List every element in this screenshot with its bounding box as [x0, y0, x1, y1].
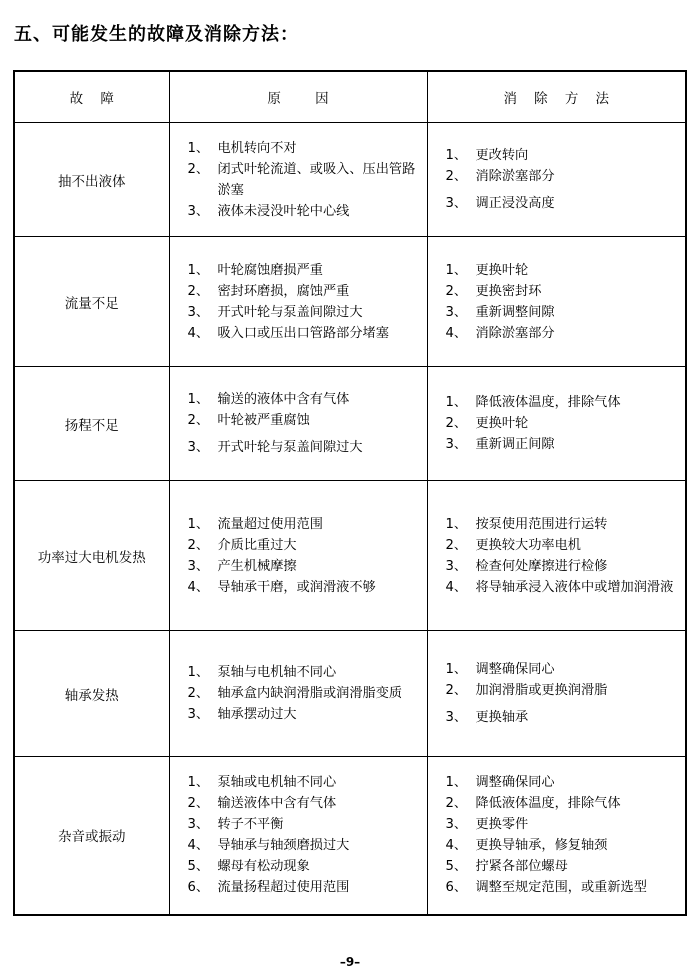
page-number: –9–	[339, 955, 361, 969]
cause-number: 2、	[187, 161, 210, 177]
cause-item	[188, 410, 423, 431]
remedy-number: 1、	[445, 262, 468, 278]
remedy-item	[446, 193, 682, 214]
cause-text: 产生机械摩擦	[217, 558, 297, 574]
cause-text: 流量扬程超过使用范围	[217, 880, 350, 896]
cause-number: 3、	[187, 707, 210, 722]
remedy-item	[446, 577, 682, 598]
cause-text: 导轴承与轴颈磨损过大	[217, 838, 350, 854]
cause-item	[188, 793, 423, 814]
remedy-text: 将导轴承浸入液体中或增加润滑液	[475, 579, 674, 595]
remedy-item	[446, 302, 682, 323]
fault-cell: 扬程不足	[14, 367, 169, 481]
remedy-text: 重新调整间隙	[475, 304, 555, 320]
cause-item	[188, 138, 423, 159]
remedy-text: 更换轴承	[475, 710, 529, 725]
remedy-text: 降低液体温度，排除气体	[475, 796, 621, 812]
remedy-text: 重新调正间隙	[475, 437, 555, 452]
remedy-text: 更换导轴承，修复轴颈	[475, 838, 608, 854]
remedy-item	[446, 659, 682, 680]
remedy-item	[446, 260, 682, 281]
cause-text: 轴承摆动过大	[217, 707, 297, 722]
cause-list	[170, 514, 427, 598]
remedy-number: 3、	[445, 196, 468, 211]
remedy-number: 3、	[445, 304, 468, 320]
remedy-text: 调整至规定范围，或重新选型	[475, 880, 647, 896]
cause-number: 3、	[187, 817, 210, 833]
cause-number: 3、	[187, 203, 210, 219]
cause-text: 开式叶轮与泵盖间隙过大	[217, 440, 363, 455]
remedy-text: 加润滑脂或更换润滑脂	[475, 683, 608, 698]
remedy-number: 6、	[445, 880, 468, 896]
cause-item	[188, 535, 423, 556]
cause-text: 导轴承干磨，或润滑液不够	[217, 579, 376, 595]
cause-number: 1、	[187, 775, 210, 791]
table-row	[14, 237, 686, 367]
cause-list	[170, 772, 427, 898]
header-cause-label: 原 因	[267, 91, 329, 107]
cause-cell	[169, 757, 427, 915]
table-row	[14, 481, 686, 631]
cause-item	[188, 437, 423, 458]
remedy-cell	[427, 757, 686, 915]
cause-number: 2、	[187, 796, 210, 812]
cause-text: 吸入口或压出口管路部分堵塞	[217, 325, 389, 341]
cause-number: 2、	[187, 537, 210, 553]
remedy-number: 2、	[445, 283, 468, 299]
remedy-text: 消除淤塞部分	[475, 169, 555, 184]
cause-number: 2、	[187, 413, 210, 428]
cause-number: 4、	[187, 325, 210, 341]
header-fault	[14, 71, 169, 123]
cause-list	[170, 662, 427, 725]
cause-number: 1、	[187, 516, 210, 532]
cause-number: 3、	[187, 558, 210, 574]
remedy-text: 更换叶轮	[475, 416, 529, 431]
remedy-cell	[427, 631, 686, 757]
fault-cell: 抽不出液体	[14, 123, 169, 237]
remedy-item	[446, 145, 682, 166]
cause-text: 轴承盒内缺润滑脂或润滑脂变质	[217, 686, 403, 701]
cause-list	[170, 138, 427, 222]
cause-item	[188, 159, 423, 201]
remedy-number: 2、	[445, 796, 468, 812]
remedy-item	[446, 413, 682, 434]
remedy-cell	[427, 123, 686, 237]
remedy-number: 4、	[445, 579, 468, 595]
remedy-item	[446, 535, 682, 556]
remedy-number: 1、	[445, 148, 468, 163]
cause-item	[188, 260, 423, 281]
remedy-item	[446, 835, 682, 856]
cause-text: 液体未浸没叶轮中心线	[217, 203, 350, 219]
remedy-number: 1、	[445, 775, 468, 791]
remedy-number: 2、	[445, 169, 468, 184]
remedy-list	[428, 772, 686, 898]
cause-text: 开式叶轮与泵盖间隙过大	[217, 304, 363, 320]
remedy-list	[428, 392, 686, 455]
remedy-item	[446, 166, 682, 187]
remedy-text: 更改转向	[475, 148, 529, 163]
remedy-text: 降低液体温度，排除气体	[475, 395, 621, 410]
remedy-number: 4、	[445, 838, 468, 854]
remedy-number: 1、	[445, 395, 468, 410]
cause-cell	[169, 237, 427, 367]
remedy-text: 更换叶轮	[475, 262, 529, 278]
remedy-text: 调整确保同心	[475, 775, 555, 791]
table-row	[14, 123, 686, 237]
cause-text: 泵轴或电机轴不同心	[217, 775, 337, 791]
remedy-item	[446, 556, 682, 577]
cause-item	[188, 302, 423, 323]
remedy-item	[446, 856, 682, 877]
cause-text: 电机转向不对	[217, 140, 297, 156]
remedy-number: 1、	[445, 662, 468, 677]
cause-item	[188, 389, 423, 410]
cause-text: 输送的液体中含有气体	[217, 392, 350, 407]
remedy-number: 2、	[445, 416, 468, 431]
cause-item	[188, 556, 423, 577]
remedy-item	[446, 323, 682, 344]
cause-number: 5、	[187, 859, 210, 875]
cause-text: 叶轮被严重腐蚀	[217, 413, 310, 428]
remedy-item	[446, 814, 682, 835]
remedy-number: 3、	[445, 817, 468, 833]
remedy-list	[428, 659, 686, 728]
remedy-list	[428, 145, 686, 214]
cause-number: 4、	[187, 838, 210, 854]
remedy-number: 3、	[445, 710, 468, 725]
remedy-number: 2、	[445, 537, 468, 553]
remedy-text: 按泵使用范围进行运转	[475, 516, 608, 532]
remedy-number: 3、	[445, 437, 468, 452]
cause-item	[188, 323, 423, 344]
fault-cell: 流量不足	[14, 237, 169, 367]
cause-list	[170, 260, 427, 344]
remedy-item	[446, 680, 682, 701]
cause-text: 流量超过使用范围	[217, 516, 323, 532]
table-row	[14, 367, 686, 481]
remedy-text: 更换零件	[475, 817, 529, 833]
fault-cell: 功率过大电机发热	[14, 481, 169, 631]
remedy-item	[446, 514, 682, 535]
remedy-text: 拧紧各部位螺母	[475, 859, 568, 875]
cause-cell	[169, 123, 427, 237]
cause-number: 1、	[187, 665, 210, 680]
remedy-item	[446, 772, 682, 793]
remedy-list	[428, 260, 686, 344]
cause-item	[188, 877, 423, 898]
header-remedy	[427, 71, 686, 123]
cause-item	[188, 814, 423, 835]
cause-number: 4、	[187, 579, 210, 595]
cause-item	[188, 683, 423, 704]
fault-cell: 轴承发热	[14, 631, 169, 757]
cause-text: 密封环磨损，腐蚀严重	[217, 283, 350, 299]
remedy-number: 1、	[445, 516, 468, 532]
cause-number: 1、	[187, 262, 210, 278]
header-remedy-label: 消 除 方 法	[503, 91, 609, 107]
remedy-item	[446, 793, 682, 814]
remedy-item	[446, 434, 682, 455]
remedy-cell	[427, 237, 686, 367]
cause-number: 2、	[187, 283, 210, 299]
cause-text: 泵轴与电机轴不同心	[217, 665, 337, 680]
remedy-text: 检查何处摩擦进行检修	[475, 558, 608, 574]
remedy-text: 调正浸没高度	[475, 196, 555, 211]
remedy-text: 更换较大功率电机	[475, 537, 581, 553]
cause-item	[188, 577, 423, 598]
cause-list	[170, 389, 427, 458]
remedy-text: 调整确保同心	[475, 662, 555, 677]
cause-item	[188, 772, 423, 793]
cause-text: 闭式叶轮流道、或吸入、压出管路淤塞	[217, 161, 416, 198]
remedy-item	[446, 281, 682, 302]
cause-number: 1、	[187, 392, 210, 407]
remedy-cell	[427, 367, 686, 481]
cause-item	[188, 281, 423, 302]
cause-number: 6、	[187, 880, 210, 896]
cause-item	[188, 856, 423, 877]
fault-cell: 杂音或振动	[14, 757, 169, 915]
remedy-number: 2、	[445, 683, 468, 698]
cause-cell	[169, 367, 427, 481]
cause-number: 1、	[187, 140, 210, 156]
cause-cell	[169, 631, 427, 757]
cause-text: 介质比重过大	[217, 537, 297, 553]
cause-number: 2、	[187, 686, 210, 701]
cause-item	[188, 704, 423, 725]
cause-item	[188, 514, 423, 535]
table-row	[14, 631, 686, 757]
remedy-text: 消除淤塞部分	[475, 325, 555, 341]
remedy-item	[446, 877, 682, 898]
table-row	[14, 757, 686, 915]
cause-item	[188, 201, 423, 222]
cause-cell	[169, 481, 427, 631]
remedy-item	[446, 392, 682, 413]
header-fault-label: 故 障	[69, 91, 114, 107]
remedy-cell	[427, 481, 686, 631]
cause-item	[188, 835, 423, 856]
cause-text: 螺母有松动现象	[217, 859, 310, 875]
cause-text: 输送液体中含有气体	[217, 796, 337, 812]
remedy-number: 4、	[445, 325, 468, 341]
remedy-text: 更换密封环	[475, 283, 542, 299]
header-cause	[169, 71, 427, 123]
cause-text: 叶轮腐蚀磨损严重	[217, 262, 323, 278]
section-heading: 五、可能发生的故障及消除方法：	[14, 24, 299, 45]
remedy-number: 3、	[445, 558, 468, 574]
remedy-item	[446, 707, 682, 728]
cause-number: 3、	[187, 304, 210, 320]
fault-table	[13, 70, 687, 916]
remedy-list	[428, 514, 686, 598]
cause-item	[188, 662, 423, 683]
cause-number: 3、	[187, 440, 210, 455]
remedy-number: 5、	[445, 859, 468, 875]
table-header-row	[14, 71, 686, 123]
cause-text: 转子不平衡	[217, 817, 284, 833]
